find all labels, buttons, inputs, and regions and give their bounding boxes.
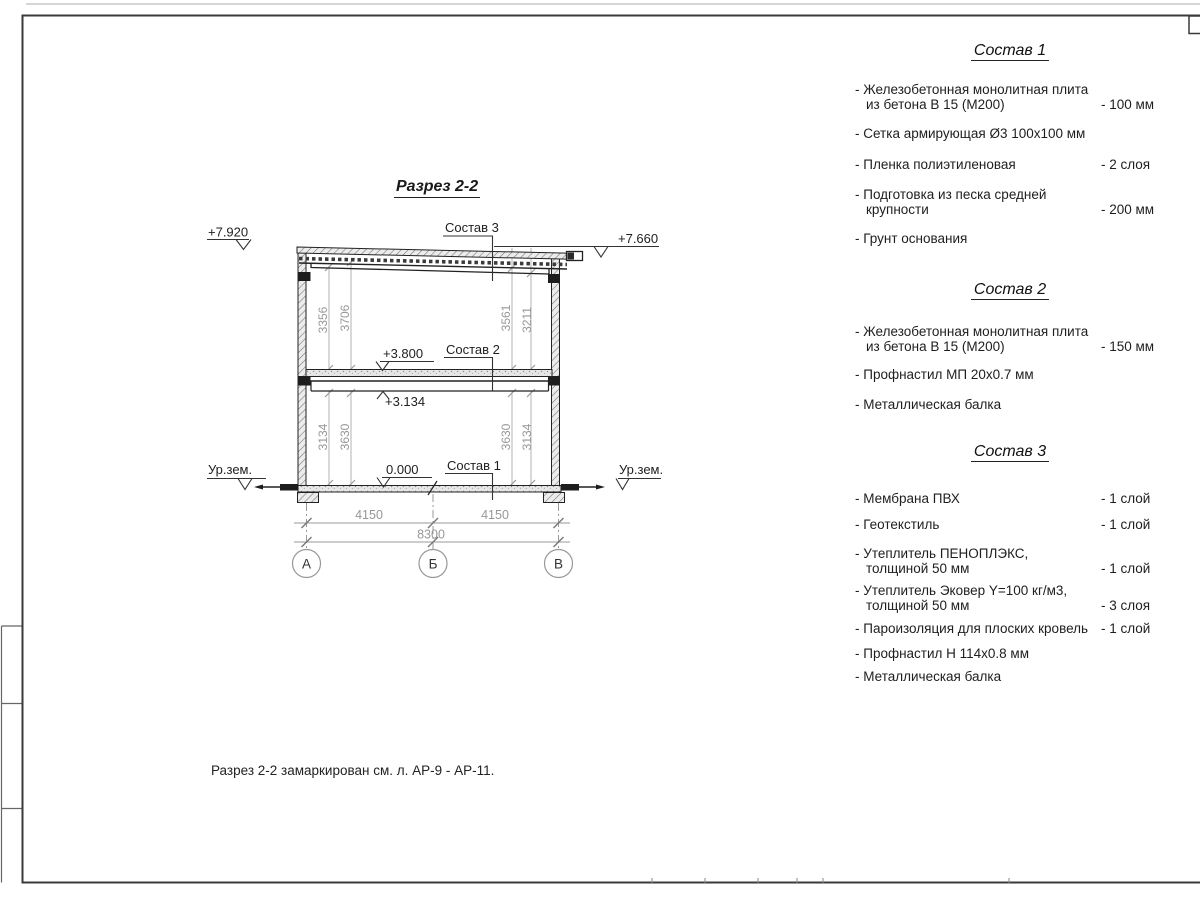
list-item	[855, 324, 1167, 354]
elevation-roof-left: +7.920	[208, 224, 249, 240]
axis-bubble-a: А	[301, 556, 312, 572]
list-item	[855, 669, 1167, 684]
dim-lower-right-inner: 3630	[499, 423, 513, 451]
item-text: из бетона В 15 (М200)	[866, 339, 1005, 354]
item-text: - Мембрана ПВХ	[855, 491, 960, 506]
left-foundation	[298, 493, 319, 503]
frame-corner-box	[1189, 16, 1200, 34]
item-value: - 100 мм	[1101, 97, 1155, 112]
dim-bay-left: 4150	[355, 508, 383, 522]
item-text: - Грунт основания	[855, 231, 968, 246]
item-text: - Утеплитель Эковер Y=100 кг/м3,	[855, 583, 1068, 598]
dim-upper-left-inner: 3356	[316, 306, 330, 334]
sheet-note: Разрез 2-2 замаркирован см. л. АР-9 - АР-11.	[211, 763, 495, 778]
item-value: - 1 слой	[1101, 621, 1151, 636]
list-item	[855, 157, 1167, 172]
right-wall	[552, 256, 560, 489]
dim-lower-left-outer: 3630	[338, 423, 352, 451]
item-text: - Пленка полиэтиленовая	[855, 157, 1016, 172]
item-text: толщиной 50 мм	[866, 561, 970, 576]
list-item	[855, 646, 1167, 661]
list-item	[855, 126, 1167, 141]
dim-bay-right: 4150	[481, 508, 509, 522]
left-apron	[280, 484, 298, 491]
item-value: - 1 слой	[1101, 517, 1151, 532]
item-text: - Сетка армирующая Ø3 100х100 мм	[855, 126, 1086, 141]
panel-header-text: Состав 2	[971, 281, 1049, 300]
item-value: - 1 слой	[1101, 561, 1151, 576]
item-value: - 150 мм	[1101, 339, 1155, 354]
elevation-beam: +3.134	[385, 394, 426, 409]
label-sostav-3: Состав 3	[445, 220, 499, 235]
item-text: - Профнастил Н 114х0.8 мм	[855, 646, 1029, 661]
frame-left-margin-boxes	[2, 626, 22, 883]
dim-upper-right-outer: 3211	[520, 307, 534, 333]
item-text: - Железобетонная монолитная плита	[855, 324, 1089, 339]
elevation-floor: +3.800	[383, 346, 424, 361]
left-wall	[298, 248, 306, 489]
list-item	[855, 187, 1167, 217]
panel-header-text: Состав 1	[971, 42, 1049, 61]
dim-lower-right-outer: 3134	[520, 423, 534, 451]
item-value: - 1 слой	[1101, 491, 1151, 506]
left-apron-tip	[254, 485, 263, 490]
right-foundation	[544, 493, 565, 503]
leaders-and-marks	[207, 236, 664, 500]
item-text: - Геотекстиль	[855, 517, 940, 532]
ground-level-label-left: Ур.зем.	[208, 462, 253, 477]
label-sostav-1: Состав 1	[447, 458, 501, 473]
axis-bubble-b: Б	[428, 556, 438, 572]
drawing-title: Разрез 2-2	[394, 178, 480, 198]
label-sostav-2: Состав 2	[446, 342, 500, 357]
item-text: - Подготовка из песка средней	[855, 187, 1047, 202]
panel-header-sostav-2	[855, 281, 1165, 299]
item-text: крупности	[866, 202, 929, 217]
item-value: - 3 слоя	[1101, 598, 1151, 613]
panel-header-text: Состав 3	[971, 443, 1049, 462]
right-apron	[561, 484, 579, 491]
item-text: - Металлическая балка	[855, 669, 1002, 684]
list-item	[855, 397, 1167, 412]
dim-total: 8300	[417, 527, 445, 542]
list-item	[855, 546, 1167, 576]
elevation-roof-right: +7.660	[618, 231, 659, 246]
item-text: - Металлическая балка	[855, 397, 1002, 412]
dim-upper-right-inner: 3561	[499, 304, 513, 332]
floor-slab	[306, 370, 552, 377]
floor-beam-bottom	[311, 381, 549, 391]
dim-upper-left-outer: 3706	[338, 304, 352, 332]
item-value: - 200 мм	[1101, 202, 1155, 217]
building-section	[254, 247, 605, 503]
item-text: - Железобетонная монолитная плита	[855, 82, 1089, 97]
list-item	[855, 491, 1167, 506]
list-item	[855, 583, 1167, 613]
elevation-zero: 0.000	[386, 462, 419, 477]
panel-header-sostav-3	[855, 443, 1165, 461]
item-text: - Пароизоляция для плоских кровель	[855, 621, 1089, 636]
list-item	[855, 517, 1167, 532]
ground-slab	[298, 486, 561, 493]
ground-level-label-right: Ур.зем.	[619, 462, 664, 477]
list-item	[855, 82, 1167, 112]
list-item	[855, 231, 1167, 246]
item-text: из бетона В 15 (М200)	[866, 97, 1005, 112]
item-text: - Утеплитель ПЕНОПЛЭКС,	[855, 546, 1029, 561]
item-text: толщиной 50 мм	[866, 598, 970, 613]
panel-header-sostav-1	[855, 42, 1165, 60]
item-value: - 2 слоя	[1101, 157, 1151, 172]
axis-bubble-c: В	[553, 556, 564, 572]
item-text: - Профнастил МП 20х0.7 мм	[855, 367, 1034, 382]
roof-edge-cap-fill	[568, 253, 575, 260]
right-apron-tip	[596, 485, 605, 490]
dimension-extension-lines	[329, 247, 612, 487]
list-item	[855, 621, 1167, 636]
list-item	[855, 367, 1167, 382]
dim-lower-left-inner: 3134	[316, 423, 330, 451]
